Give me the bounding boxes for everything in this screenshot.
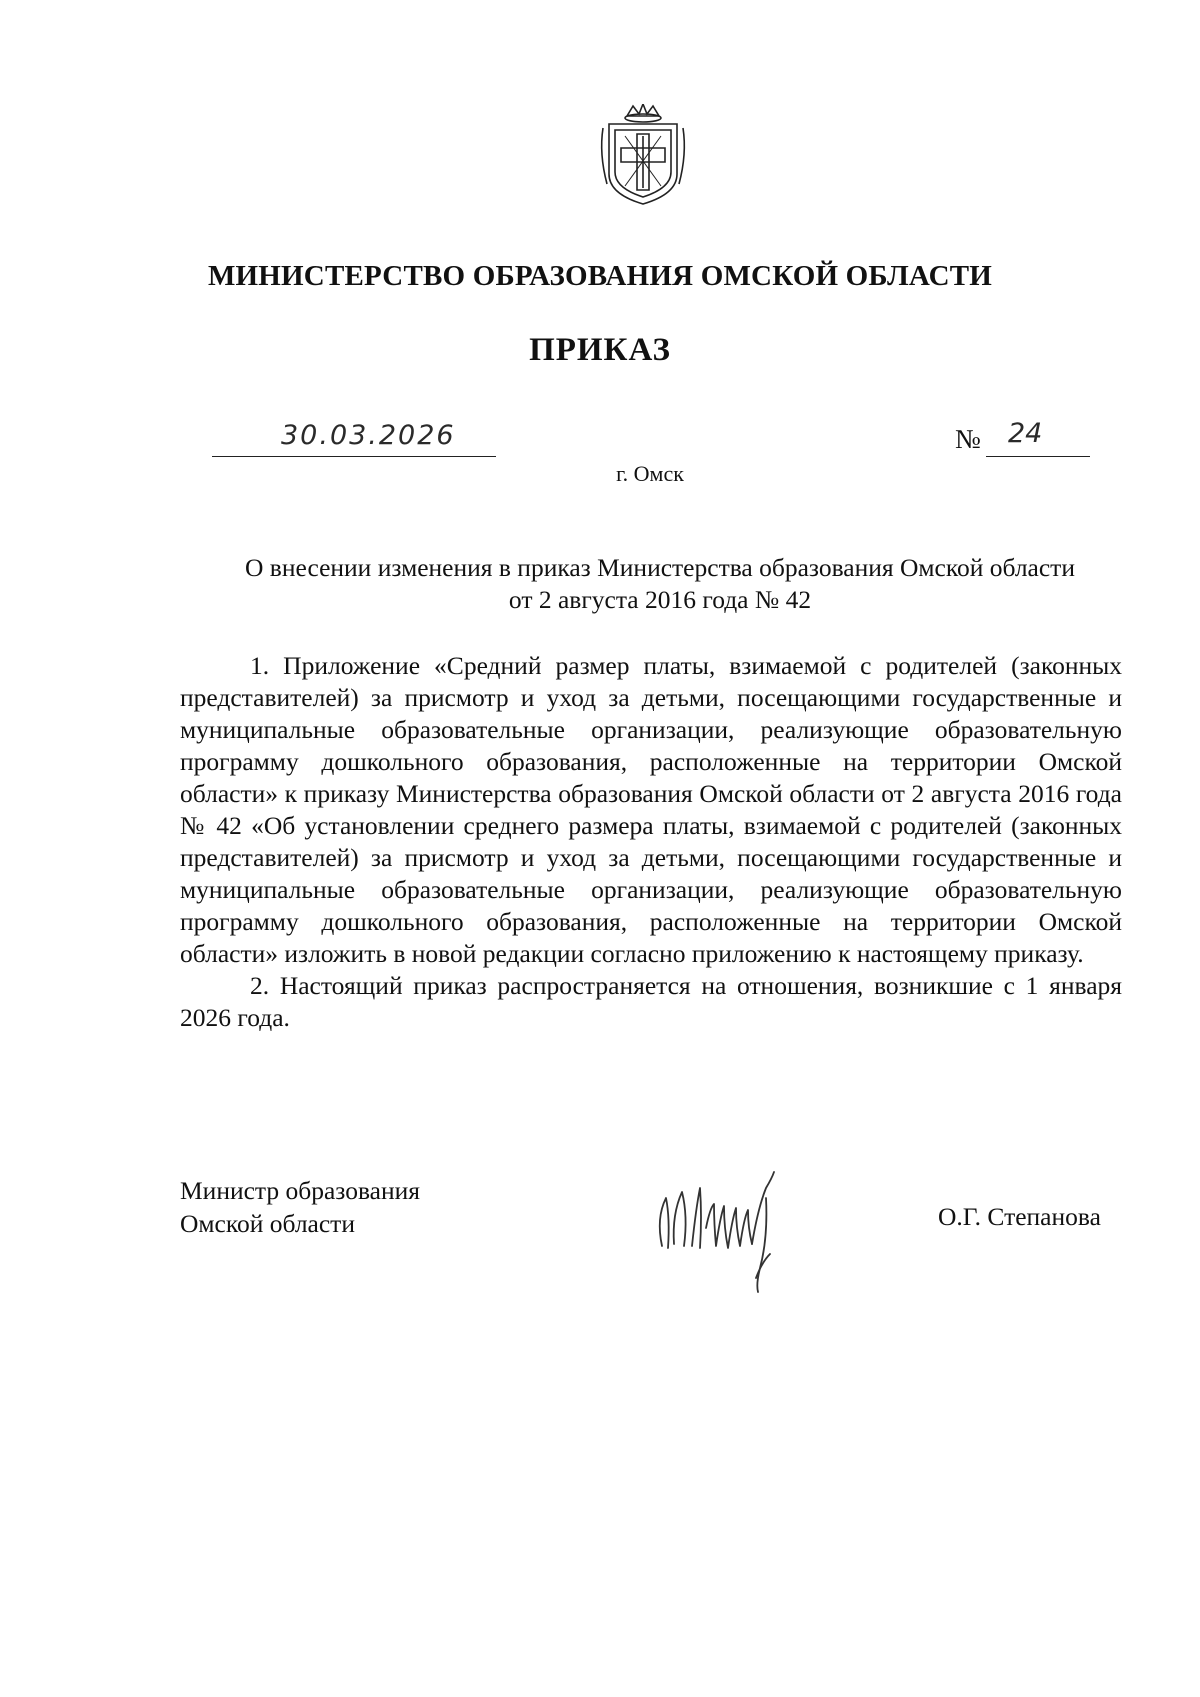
omsk-coat-of-arms-icon — [597, 104, 689, 206]
order-date: 30.03.2026 — [281, 420, 456, 451]
handwritten-signature — [648, 1158, 808, 1298]
signatory-title-line-1: Министр образования — [180, 1176, 421, 1205]
date-underline — [212, 456, 496, 457]
signatory-title-line-2: Омской области — [180, 1209, 355, 1238]
signatory-title — [180, 1174, 420, 1240]
subject-line-1: О внесении изменения в приказ Министерства образования Омской области — [245, 553, 1075, 582]
ministry-title: МИНИСТЕРСТВО ОБРАЗОВАНИЯ ОМСКОЙ ОБЛАСТИ — [207, 260, 993, 292]
paragraph-2: 2. Настоящий приказ распространяется на отношения, возникшие с 1 января 2026 года. — [180, 971, 1122, 1032]
signatory-name: О.Г. Степанова — [938, 1202, 1101, 1231]
order-number: 24 — [1008, 418, 1043, 449]
document-type-heading: ПРИКАЗ — [529, 332, 671, 368]
paragraph-1: 1. Приложение «Средний размер платы, взимаемой с родителей (законных представителей) за присмотр и уход за детьми, посещающими государственные и муниципальные образовательные организации, реализующие образовательную программу дошкольного образования, расположенные на территории Омской области» к приказу Министерства образования Омской области от 2 августа 2016 года № 42 «Об установлении среднего размера платы, взимаемой с родителей (законных представителей) за присмотр и уход за детьми, посещающими государственные и муниципальные образовательные организации, реализующие образовательную программу дошкольного образования, расположенные на территории Омской области» изложить в новой редакции согласно приложению к настоящему приказу. — [180, 651, 1122, 968]
order-subject — [160, 552, 1160, 616]
city: г. Омск — [616, 461, 684, 486]
number-sign: № — [955, 424, 981, 454]
order-body — [180, 650, 1122, 1034]
subject-line-2: от 2 августа 2016 года № 42 — [508, 585, 812, 614]
number-underline — [986, 456, 1090, 457]
